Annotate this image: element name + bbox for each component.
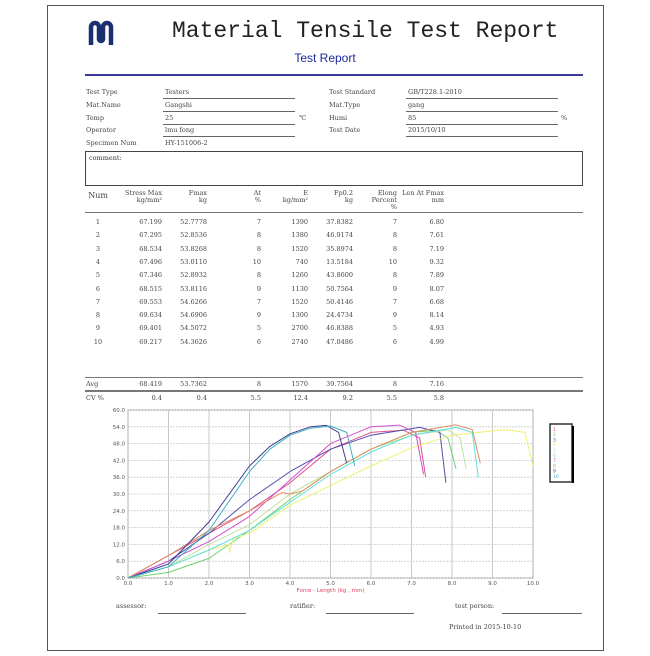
table-cell: 8 [256, 231, 261, 240]
column-header [384, 190, 444, 204]
table-cell: 46.8388 [326, 324, 353, 333]
table-cell: 69.217 [139, 337, 162, 346]
table-cell: 47.0486 [326, 337, 353, 346]
table-cell: 6.68 [429, 297, 444, 306]
table-cell: 35.8974 [326, 244, 353, 253]
info-value: 2015/10/10 [408, 126, 446, 135]
legend-item: 1 [553, 428, 556, 433]
avg-rule [85, 377, 583, 378]
x-tick-label: 2.0 [204, 581, 214, 587]
header-divider [85, 74, 583, 76]
table-cell: 69.553 [139, 297, 162, 306]
x-tick-label: 6.0 [366, 581, 376, 587]
table-cell: 54.3626 [180, 337, 207, 346]
info-label: Humi [329, 113, 348, 122]
column-header-line: Percent [371, 196, 397, 204]
column-header-line: Fmax [188, 189, 207, 197]
table-cell: 53.7362 [180, 380, 207, 388]
info-label: Mat.Name [86, 100, 121, 109]
column-header-line: % [254, 196, 261, 204]
header-rule [85, 212, 583, 213]
y-tick-label: 54.0 [112, 424, 125, 431]
column-header-line: Fp0.2 [333, 189, 353, 197]
column-header-line: Stress Max [125, 189, 162, 197]
table-cell: 24.4734 [326, 311, 353, 320]
column-header-line: E [303, 189, 308, 197]
table-cell: 1300 [291, 311, 308, 320]
table-cell: 9.32 [429, 257, 444, 266]
table-cell: 7.19 [429, 244, 444, 253]
table-cell: 53.0110 [180, 257, 207, 266]
info-underline [406, 124, 558, 125]
legend-item: 4 [553, 443, 556, 449]
table-cell: 54.6906 [180, 311, 207, 320]
column-header-line: Num [88, 191, 108, 200]
table-cell: 67.295 [139, 231, 162, 240]
table-cell: 8 [256, 271, 261, 280]
table-cell: 53.8116 [180, 284, 207, 293]
table-cell: 1260 [291, 271, 308, 280]
table-cell: 7.89 [429, 271, 444, 280]
legend-item: 2 [553, 433, 556, 439]
info-label: Mat.Type [329, 100, 361, 109]
table-cell: 50.7564 [326, 284, 353, 293]
assessor-label: assessor: [116, 602, 147, 610]
table-cell: 6.80 [429, 218, 444, 226]
info-label: Test Date [329, 126, 361, 135]
test-person-line [502, 613, 582, 614]
table-cell: 52.7778 [180, 218, 207, 226]
table-cell: 68.534 [139, 244, 162, 253]
y-tick-label: 48.0 [112, 441, 125, 448]
legend-item: 8 [553, 464, 556, 470]
table-cell: 4.93 [429, 324, 444, 333]
info-underline [163, 111, 295, 112]
table-row [0, 231, 650, 241]
info-label: Specimen Num [86, 139, 137, 148]
table-cell: 6 [95, 284, 101, 293]
info-underline [406, 111, 558, 112]
table-cell: 52.8932 [180, 271, 207, 280]
x-tick-label: 8.0 [447, 581, 457, 587]
x-axis-label: Force - Length (kg , mm) [296, 588, 365, 594]
force-length-chart [100, 400, 580, 595]
column-header-line: kg [344, 196, 353, 204]
table-cell: 46.9174 [326, 231, 353, 240]
info-label: Test Standard [329, 88, 376, 96]
info-value: Testers [165, 88, 189, 96]
table-cell: 5 [95, 271, 101, 280]
info-value: lmu fong [165, 126, 195, 135]
report-title: Material Tensile Test Report [172, 18, 559, 44]
table-cell: 6 [256, 337, 261, 346]
table-cell: 7.16 [429, 380, 444, 388]
x-tick-label: 3.0 [245, 581, 254, 587]
table-cell: 9 [392, 284, 397, 293]
y-tick-label: 0.0 [116, 576, 125, 582]
table-cell: 1520 [291, 244, 308, 253]
report-subtitle: Test Report [294, 51, 356, 65]
table-cell: 67.346 [139, 271, 162, 280]
x-tick-label: 9.0 [488, 581, 497, 587]
table-cell: 7 [392, 218, 397, 226]
table-cell: 8.14 [429, 311, 444, 320]
y-tick-label: 60.0 [112, 408, 125, 414]
table-cell: 39.7564 [326, 380, 353, 388]
unit-label: % [561, 113, 568, 122]
unit-label: ℃ [299, 113, 307, 122]
table-row [0, 271, 650, 281]
table-cell: 13.5184 [326, 257, 353, 266]
table-cell: 69.401 [139, 324, 162, 333]
table-cell: 37.8382 [326, 218, 353, 226]
x-tick-label: 1.0 [164, 581, 173, 587]
table-cell: 8 [392, 380, 397, 388]
table-cell: 10 [93, 337, 103, 346]
info-underline [163, 136, 295, 137]
table-cell: 9 [392, 311, 397, 320]
table-cell: 7 [95, 297, 101, 306]
table-cell: 1 [95, 218, 101, 226]
table-cell: 2700 [291, 324, 308, 333]
assessor-line [158, 613, 246, 614]
table-cell: CV % [86, 394, 104, 402]
table-cell: 52.8536 [180, 231, 207, 240]
info-label: Test Type [86, 88, 118, 96]
table-cell: 10 [388, 257, 397, 266]
legend-item: 6 [553, 454, 556, 459]
ratifier-line [326, 613, 414, 614]
info-label: Temp [86, 113, 105, 122]
table-cell: 8 [256, 380, 261, 388]
table-cell: 10 [252, 257, 261, 266]
table-cell: 7 [256, 218, 261, 226]
table-cell: 9 [95, 324, 101, 333]
table-cell: 3 [95, 244, 101, 253]
legend-item: 7 [553, 459, 556, 465]
table-cell: 68.419 [139, 380, 162, 388]
table-row [0, 338, 650, 348]
table-cell: 12.4 [293, 394, 308, 402]
x-tick-label: 10.0 [526, 581, 540, 587]
y-tick-label: 24.0 [112, 508, 125, 515]
column-header [147, 190, 207, 204]
table-cell: 1520 [291, 297, 308, 306]
info-value: GB/T228.1-2010 [408, 88, 462, 96]
avg-row [0, 380, 650, 390]
ratifier-label: ratifier: [290, 602, 316, 610]
table-cell: 5.5 [386, 394, 397, 402]
table-cell: 54.6266 [180, 297, 207, 306]
info-value: HY-151006-2 [165, 139, 208, 148]
printed-date: Printed in 2015-10-10 [449, 623, 522, 631]
info-label: Operator [86, 126, 116, 135]
legend-item: 10 [553, 474, 559, 480]
table-cell: 4 [95, 257, 101, 266]
table-row [0, 285, 650, 295]
table-cell: 50.4146 [326, 297, 353, 306]
comment-box [85, 151, 583, 186]
comment-label: comment: [89, 154, 122, 162]
table-cell: 5 [256, 324, 261, 333]
table-row [0, 258, 650, 268]
company-logo [88, 20, 114, 46]
table-cell: Avg [86, 380, 99, 388]
table-cell: 67.496 [139, 257, 162, 266]
x-tick-label: 7.0 [407, 581, 416, 587]
column-header-line: kg/mm² [136, 196, 162, 204]
table-row [0, 324, 650, 334]
table-cell: 5 [392, 324, 397, 333]
table-row [0, 311, 650, 321]
table-cell: 8 [392, 244, 397, 253]
y-tick-label: 18.0 [112, 525, 125, 532]
table-cell: 67.199 [139, 218, 162, 226]
info-underline [163, 98, 295, 99]
y-tick-label: 6.0 [116, 559, 125, 566]
column-header-line: kg [198, 196, 207, 204]
info-underline [406, 98, 558, 99]
table-cell: 43.8600 [326, 271, 353, 280]
column-header-line: At [253, 189, 261, 197]
info-underline [406, 136, 558, 137]
table-cell: 5.8 [433, 394, 444, 402]
y-tick-label: 30.0 [112, 492, 125, 498]
table-cell: 53.8268 [180, 244, 207, 253]
x-tick-label: 5.0 [326, 581, 335, 587]
test-person-label: test person: [455, 602, 495, 610]
table-row [0, 298, 650, 308]
column-header [48, 192, 108, 199]
table-cell: 8 [256, 244, 261, 253]
table-cell: 9.2 [342, 394, 353, 402]
table-cell: 1130 [291, 284, 308, 293]
x-tick-label: 0.0 [123, 581, 133, 587]
table-cell: 8 [392, 231, 397, 240]
info-value: 85 [408, 113, 417, 122]
table-cell: 8 [392, 271, 397, 280]
table-cell: 2 [95, 231, 101, 240]
table-cell: 6 [392, 337, 397, 346]
column-header-line: mm [431, 196, 444, 204]
info-value: gang [408, 100, 425, 109]
table-cell: 0.4 [196, 394, 207, 402]
cv-rule [85, 390, 583, 392]
legend-item: 9 [553, 469, 556, 475]
table-cell: 0.4 [151, 394, 162, 402]
table-cell: 7 [256, 297, 261, 306]
table-cell: 4.99 [429, 337, 444, 346]
x-tick-label: 4.0 [285, 581, 295, 587]
column-header-line: Len At Fmax [402, 189, 444, 197]
table-cell: 5.5 [250, 394, 261, 402]
table-cell: 9 [256, 311, 261, 320]
info-underline [163, 124, 295, 125]
table-cell: 1390 [291, 218, 308, 226]
table-cell: 1380 [291, 231, 308, 240]
column-header-line: % [390, 203, 397, 211]
y-tick-label: 12.0 [112, 542, 125, 549]
y-tick-label: 36.0 [112, 475, 125, 482]
table-row [0, 245, 650, 255]
table-cell: 2740 [291, 337, 308, 346]
table-cell: 8.07 [429, 284, 444, 293]
legend-item: 5 [553, 448, 556, 454]
column-header-line: Elong [377, 189, 397, 197]
table-cell: 740 [295, 257, 308, 266]
table-cell: 69.634 [139, 311, 162, 320]
y-tick-label: 42.0 [112, 458, 125, 465]
column-header-line: kg/mm² [282, 196, 308, 204]
legend-item: 3 [553, 438, 556, 444]
info-value: Gangshi [165, 100, 193, 109]
table-cell: 7 [392, 297, 397, 306]
table-cell: 68.515 [139, 284, 162, 293]
table-cell: 9 [256, 284, 261, 293]
table-cell: 7.61 [429, 231, 444, 240]
table-row [0, 218, 650, 228]
table-cell: 54.5072 [180, 324, 207, 333]
table-cell: 8 [95, 311, 101, 320]
table-cell: 1570 [291, 380, 308, 388]
info-value: 25 [165, 113, 174, 122]
